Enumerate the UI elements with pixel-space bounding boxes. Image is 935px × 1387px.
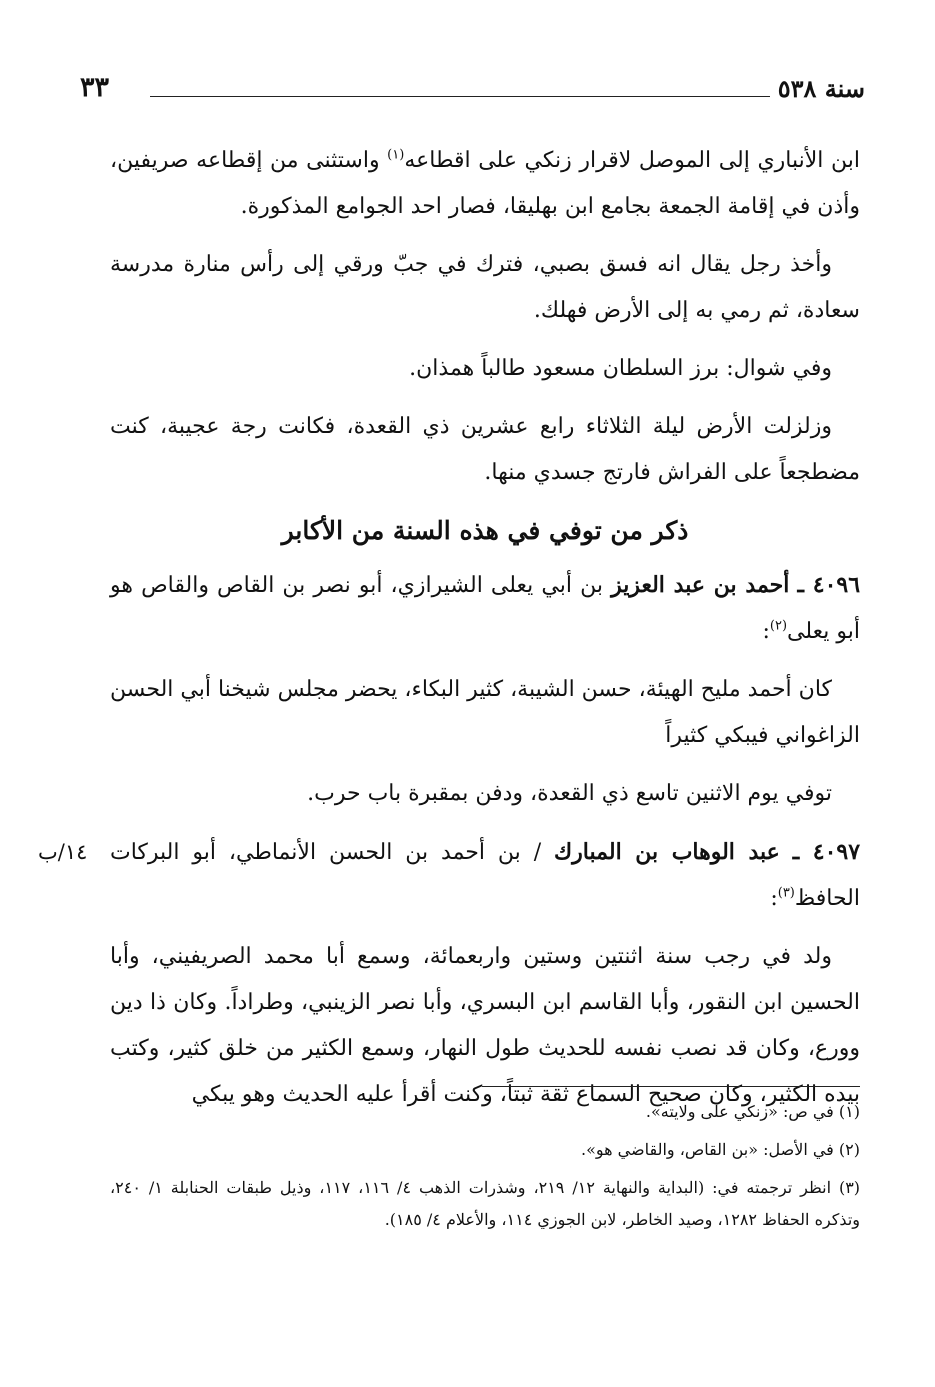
- entry-4096-death: توفي يوم الاثنين تاسع ذي القعدة، ودفن بمقبرة باب حرب.: [307, 781, 832, 806]
- paragraph-4: وزلزلت الأرض ليلة الثلاثاء رابع عشرين ذي القعدة، فكانت رجة عجيبة، كنت مضطجعاً على الفراش فارتج جسدي منها.: [110, 414, 860, 485]
- entry-colon: :: [770, 886, 778, 911]
- running-header: [80, 72, 865, 108]
- entry-4096-body: كان أحمد مليح الهيئة، حسن الشيبة، كثير البكاء، يحضر مجلس شيخنا أبي الحسن الزاغواني فيبكي كثيراً: [110, 677, 860, 748]
- entry-name: أحمد بن عبد العزيز: [611, 572, 790, 598]
- paragraph-1-continuation: واستثنى من إقطاعه صريفين، وأذن في إقامة الجمعة بجامع ابن بهليقا، فصار احد الجوامع المذكورة.: [110, 148, 860, 219]
- footnote-rule: [482, 1086, 860, 1087]
- entry-lineage: بن أبي يعلى الشيرازي، أبو نصر بن القاص والقاص هو أبو يعلى: [110, 573, 860, 644]
- footnote-ref-2: (٢): [769, 618, 788, 634]
- paragraph-2: وأخذ رجل يقال انه فسق بصبي، فترك في جبّ ورقي إلى رأس منارة مدرسة سعادة، ثم رمي به إلى الأرض فهلك.: [110, 252, 860, 323]
- entry-name: عبد الوهاب بن المبارك: [554, 839, 780, 865]
- entry-4096-title: [110, 562, 860, 655]
- entry-colon: :: [762, 619, 770, 644]
- margin-folio-note: ١٤/ب: [38, 840, 88, 864]
- footnote-ref-3: (٣): [777, 885, 795, 901]
- entry-4097-body: ولد في رجب سنة اثنتين وستين واربعمائة، وسمع أبا محمد الصريفيني، وأبا الحسين ابن النقور، وأبا القاسم ابن البسري، وأبا نصر الزينبي، وطراداً. وكان ذا دين وورع، وكان قد نصب نفسه للحديث طول النهار، وسمع الكثير من خلق كثير، وكتب بيده الكثير، وكان صحيح السماع ثقة ثبتاً، وكنت أقرأ عليه الحديث وهو يبكي: [110, 944, 860, 1107]
- footnote-2: (٢) في الأصل: «بن القاص، والقاضي هو».: [581, 1140, 860, 1159]
- section-heading: ذكر من توفي في هذه السنة من الأكابر: [281, 516, 689, 545]
- paragraph-3: وفي شوال: برز السلطان مسعود طالباً همذان.: [409, 356, 832, 381]
- footnote-ref-1: (١): [387, 147, 405, 163]
- header-rule: [150, 96, 770, 97]
- page-number: ٣٣: [80, 72, 110, 103]
- paragraph-1: [110, 138, 860, 230]
- entry-lineage: / بن أحمد بن الحسن الأنماطي، أبو البركات الحافظ: [110, 840, 860, 911]
- main-text: [38, 138, 861, 1130]
- paragraph-1-text: ابن الأنباري إلى الموصل لاقرار زنكي على اقطاعه: [404, 148, 860, 173]
- footnote-3: (٣) انظر ترجمته في: (البداية والنهاية ١٢/ ٢١٩، وشذرات الذهب ٤/ ١١٦، ١١٧، وذيل طبقات الحنابلة ١/ ٢٤٠، وتذكره الحفاظ ١٢٨٢، وصيد الخاطر، لابن الجوزي ١١٤، والأعلام ٤/ ١٨٥).: [110, 1178, 861, 1229]
- entry-number: ٤٠٩٧ ـ: [792, 839, 861, 865]
- header-year: سنة ٥٣٨: [777, 74, 865, 103]
- entry-number: ٤٠٩٦ ـ: [797, 572, 861, 598]
- footnotes: [110, 1096, 860, 1242]
- footnote-1: (١) في ص: «زنكي على ولايته».: [645, 1102, 860, 1121]
- entry-4097-title: [38, 829, 861, 922]
